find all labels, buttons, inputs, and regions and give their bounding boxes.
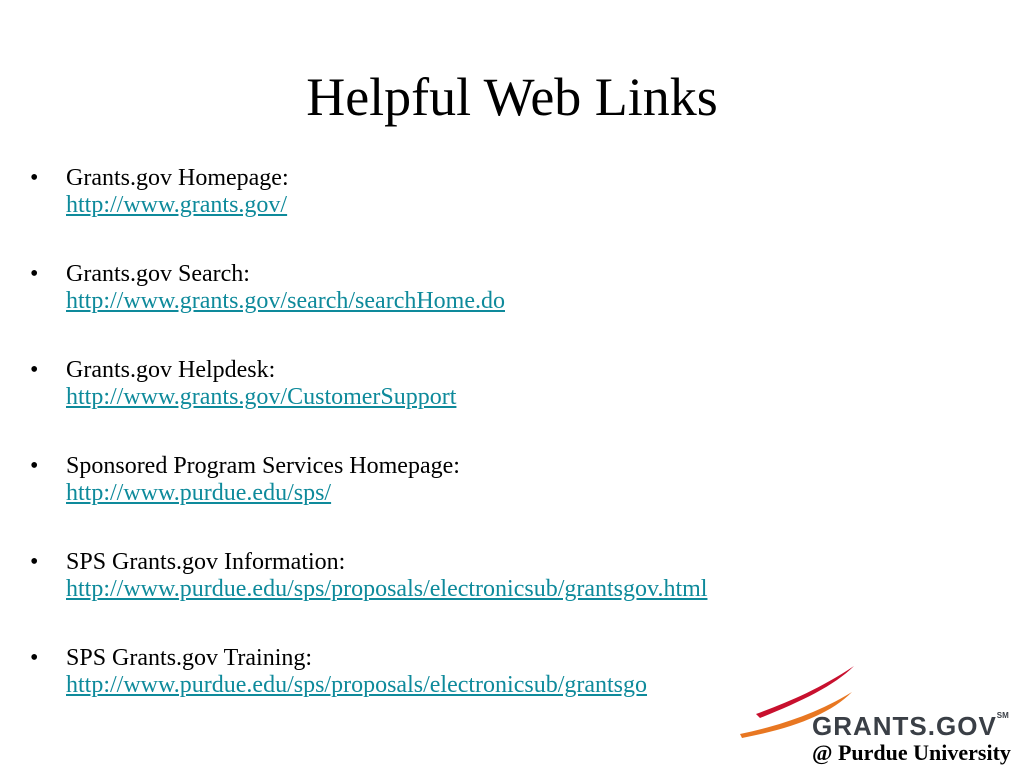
bullet-icon: • xyxy=(30,645,39,671)
link-label: Grants.gov Homepage: xyxy=(66,165,289,191)
list-item xyxy=(30,549,707,645)
list-item xyxy=(30,261,707,357)
bullet-icon: • xyxy=(30,453,39,479)
list-item xyxy=(30,357,707,453)
link-label: Sponsored Program Services Homepage: xyxy=(66,453,460,479)
sps-grants-training-link[interactable]: http://www.purdue.edu/sps/proposals/electronicsub/grantsgo xyxy=(66,672,648,698)
grants-gov-logo xyxy=(738,662,1024,768)
link-label: SPS Grants.gov Information: xyxy=(66,549,346,575)
bullet-icon: • xyxy=(30,261,39,287)
logo-subtitle: @ Purdue University xyxy=(812,740,1011,765)
link-label: Grants.gov Search: xyxy=(66,261,250,287)
slide-title: Helpful Web Links xyxy=(306,67,718,127)
sps-homepage-link[interactable]: http://www.purdue.edu/sps/ xyxy=(66,480,332,506)
grants-homepage-link[interactable]: http://www.grants.gov/ xyxy=(66,192,288,218)
bullet-icon: • xyxy=(30,357,39,383)
list-item xyxy=(30,645,707,741)
logo-wordmark: GRANTS.GOV℠ xyxy=(812,711,1009,741)
sps-grants-info-link[interactable]: http://www.purdue.edu/sps/proposals/electronicsub/grantsgov.html xyxy=(66,576,708,602)
bullet-icon: • xyxy=(30,165,39,191)
link-list xyxy=(30,165,707,741)
list-item xyxy=(30,453,707,549)
list-item xyxy=(30,165,707,261)
grants-search-link[interactable]: http://www.grants.gov/search/searchHome.do xyxy=(66,288,505,314)
link-label: Grants.gov Helpdesk: xyxy=(66,357,276,383)
grants-helpdesk-link[interactable]: http://www.grants.gov/CustomerSupport xyxy=(66,384,457,410)
bullet-icon: • xyxy=(30,549,39,575)
link-label: SPS Grants.gov Training: xyxy=(66,645,313,671)
